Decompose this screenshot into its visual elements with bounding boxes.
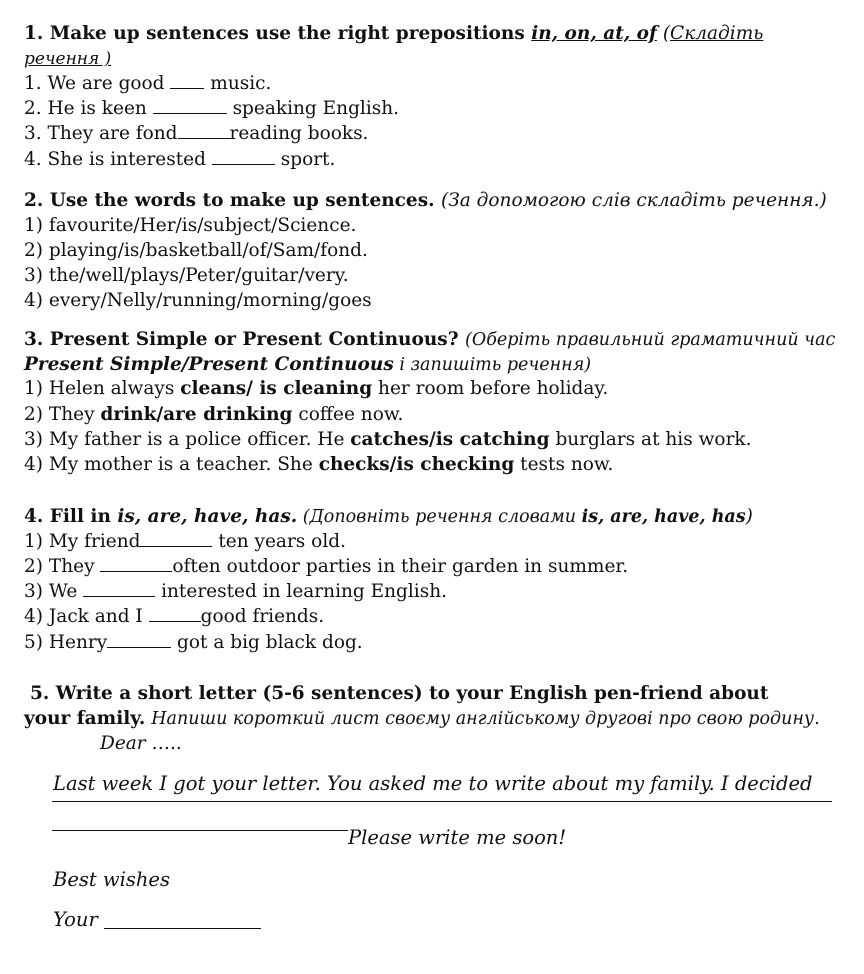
task5-heading-cont: your family. Напиши короткий лист своєму англійському другові про свою родину. [24,708,820,729]
answer-blank[interactable] [100,555,172,572]
letter-greeting: Dear ….. [100,733,182,754]
answer-blank[interactable] [153,97,227,114]
task3-item-2: 2) They drink/are drinking coffee now. [24,404,404,425]
task3-item-3: 3) My father is a police officer. He catches/is catching burglars at his work. [24,429,752,450]
writing-line[interactable] [52,801,832,802]
verb-choice: checks/is checking [318,454,515,475]
task4-item-5: 5) Henry got a big black dog. [24,632,363,653]
task3-heading: 3. Present Simple or Present Continuous? (Оберіть правильний граматичний час [24,329,836,350]
task2-item-4: 4) every/Nelly/running/morning/goes [24,290,372,311]
task4-item-3: 3) We interested in learning English. [24,581,448,602]
task4-item-4: 4) Jack and I good friends. [24,606,325,627]
task5-heading: 5. Write a short letter (5-6 sentences) to your English pen-friend about [30,683,769,704]
answer-blank[interactable] [140,530,212,547]
task4-item-2: 2) They often outdoor parties in their garden in summer. [24,556,629,577]
task3-ua-instruction: (Оберіть правильний граматичний час [465,330,836,350]
letter-please-write: Please write me soon! [348,826,567,849]
task1-prepositions: in, on, at, of [531,23,657,44]
task1-item-4: 4. She is interested sport. [24,149,336,170]
answer-blank[interactable] [107,631,171,648]
answer-blank[interactable] [149,605,201,622]
task2-ua-instruction: (За допомогою слів складіть речення.) [441,190,827,211]
task5-ua-instruction: Напиши короткий лист своєму англійському другові про свою родину. [151,709,820,729]
letter-closing: Best wishes [53,868,170,891]
task1-item-2: 2. He is keen speaking English. [24,98,400,119]
letter-signature-label: Your [53,908,98,931]
signature-line[interactable] [104,910,261,929]
task1-heading: 1. Make up sentences use the right prepositions in, on, at, of (Складіть [24,23,764,44]
verb-choice: cleans/ is cleaning [180,378,373,399]
letter-line-1: Last week I got your letter. You asked me to write about my family. I decided [53,772,813,795]
writing-line[interactable] [52,830,348,831]
answer-blank[interactable] [170,72,204,89]
answer-blank[interactable] [212,148,275,165]
task1-ua-instruction-cont: речення ) [24,49,112,69]
task3-item-1: 1) Helen always cleans/ is cleaning her room before holiday. [24,378,609,399]
answer-blank[interactable] [83,580,155,597]
task4-heading: 4. Fill in is, are, have, has. (Доповніть речення словами is, are, have, has) [24,506,753,527]
task2-item-2: 2) playing/is/basketball/of/Sam/fond. [24,240,368,261]
task1-ua-instruction: Складіть [670,23,764,44]
answer-blank[interactable] [178,122,230,139]
task2-item-3: 3) the/well/plays/Peter/guitar/very. [24,265,349,286]
verb-choice: drink/are drinking [100,404,293,425]
task3-item-4: 4) My mother is a teacher. She checks/is checking tests now. [24,454,614,475]
task3-heading-cont: Present Simple/Present Continuous і запишіть речення) [24,354,592,375]
task2-heading: 2. Use the words to make up sentences. (За допомогою слів складіть речення.) [24,190,827,211]
task4-item-1: 1) My friend ten years old. [24,531,346,552]
task2-item-1: 1) favourite/Her/is/subject/Science. [24,215,357,236]
verb-choice: catches/is catching [350,429,550,450]
task1-item-3: 3. They are fond reading books. [24,123,369,144]
task1-item-1: 1. We are good music. [24,73,272,94]
task4-ua-instruction: (Доповніть речення словами [297,507,582,527]
